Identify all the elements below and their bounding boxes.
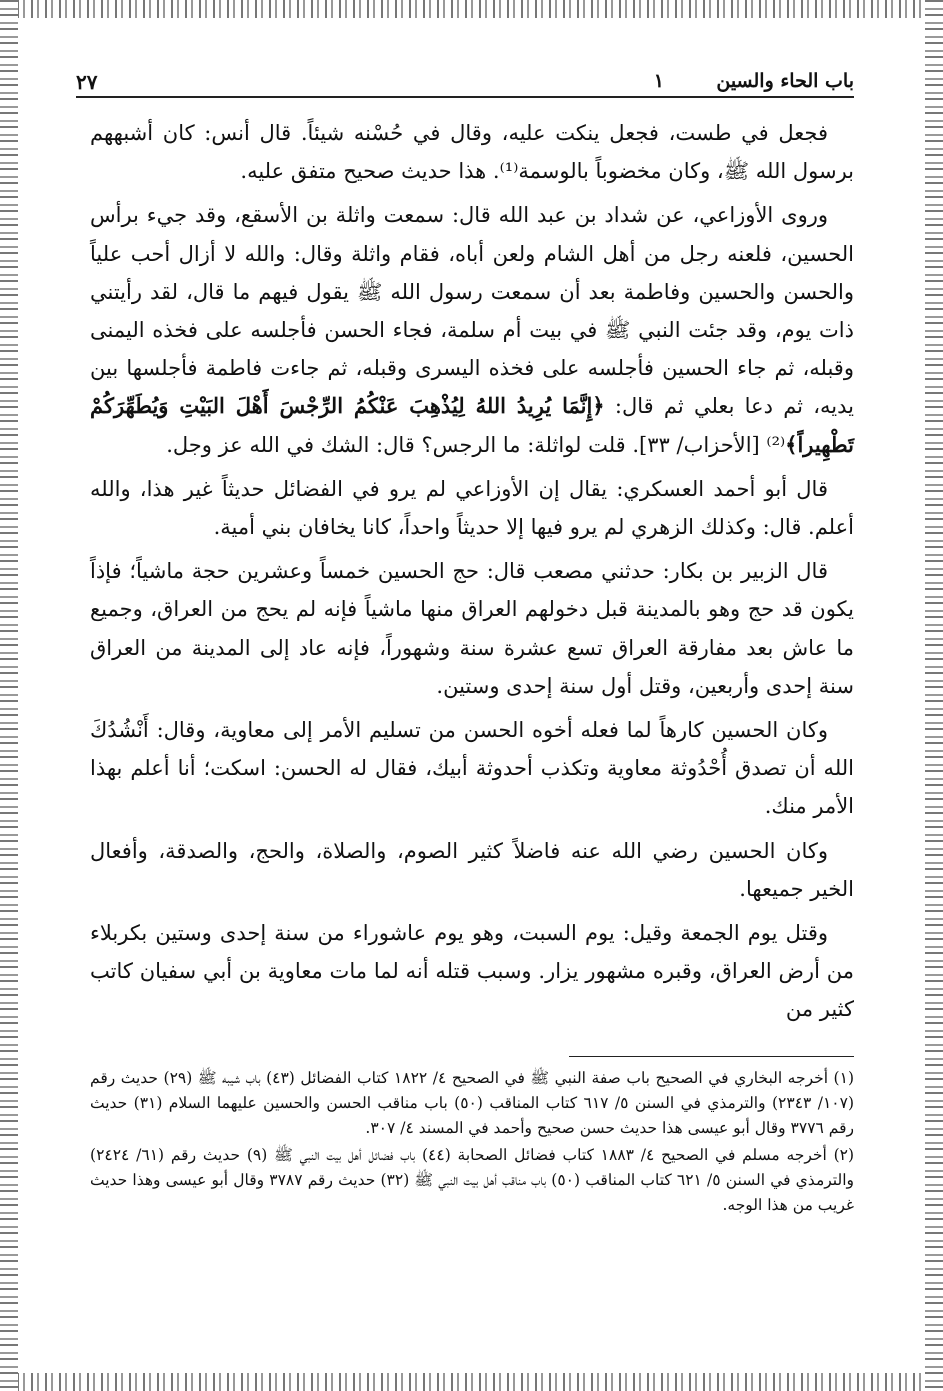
paragraph-7: وقتل يوم الجمعة وقيل: يوم السبت، وهو يوم عاشوراء من سنة إحدى وستين بكربلاء من أرض العراق، وقبره مشهور يزار. وسبب قتله أنه لما مات معاوية بن أبي سفيان كاتب كثير من <box>90 921 854 1022</box>
paragraph-3: قال أبو أحمد العسكري: يقال إن الأوزاعي لم يرو في الفضائل حديثاً غير هذا، والله أعلم. قال: وكذلك الزهري لم يرو فيها إلا حديثاً واحداً، كانا يخافان بني أمية. <box>90 476 854 540</box>
decorative-border-right <box>925 0 943 1391</box>
footnote-1: (١) أخرجه البخاري في الصحيح باب صفة النبي ﷺ في الصحيح ٤/ ١٨٢٢ كتاب الفضائل (٤٣) باب شيبه ﷺ (٢٩) حديث رقم (١٠٧/ ٢٣٤٣) والترمذي في السنن ٥/ ٦١٧ كتاب المناقب (٥٠) باب مناقب الحسن والحسين عليهما السلام (٣١) حديث رقم ٣٧٧٦ وقال أبو عيسى هذا حديث حسن صحيح وأحمد في المسند ٤/ ٣٠٧. <box>90 1069 855 1137</box>
paragraph-1: فجعل في طست، فجعل ينكت عليه، وقال في حُسْنه شيئاً. قال أنس: كان أشبههم برسول الله ﷺ، وكان مخضوباً بالوسمة⁽¹⁾. هذا حديث صحيح متفق عليه. <box>90 121 854 184</box>
decorative-border-top <box>0 0 943 18</box>
book-page <box>36 56 854 1356</box>
footnote-2: (٢) أخرجه مسلم في الصحيح ٤/ ١٨٨٣ كتاب فضائل الصحابة (٤٤) باب فضائل أهل بيت النبي ﷺ (٩) حديث رقم (٦١/ ٢٤٢٤) والترمذي في السنن ٥/ ٦٢١ كتاب المناقب (٥٠) باب مناقب أهل بيت النبي ﷺ (٣٢) حديث رقم ٣٧٨٧ وقال أبو عيسى وهذا حديث غريب من هذا الوجه. <box>90 1146 855 1214</box>
paragraph-2-text: وروى الأوزاعي، عن شداد بن عبد الله قال: سمعت واثلة بن الأسقع، وقد جيء برأس الحسين، فلعنه رجل من أهل الشام ولعن أباه، فقام واثلة وقال: والله لا أزال أحب علياً والحسن والحسين وفاطمة بعد أن سمعت رسول الله ﷺ يقول فيهم ما قال، لقد رأيتني ذات يوم، وقد جئت النبي ﷺ في بيت أم سلمة، فجاء الحسن فأجلسه على فخذه اليمنى وقبله، ثم جاء الحسين فأجلسه على فخذه اليسرى وقبله، ثم جاءت فاطمة فأجلسها بين يديه، ثم دعا بعلي ثم قال: <box>90 203 855 419</box>
page-number: ٢٧ <box>76 70 98 94</box>
header-rule <box>76 96 854 98</box>
decorative-border-bottom <box>0 1373 943 1391</box>
quran-verse: ﴿إِنَّمَا يُرِيدُ اللهُ لِيُذْهِبَ عَنْكُمُ الرِّجْسَ أَهْلَ البَيْتِ وَيُطَهِّرَكُمْ تَطْهِيراً﴾ <box>90 393 854 457</box>
paragraph-2-text-end: ⁽²⁾ [الأحزاب/ ٣٣]. قلت لواثلة: ما الرجس؟ قال: الشك في الله عز وجل. <box>166 432 786 457</box>
part-number: ١ <box>653 70 664 92</box>
main-text <box>90 114 854 1035</box>
paragraph-5: وكان الحسين كارهاً لما فعله أخوه الحسن من تسليم الأمر إلى معاوية، وقال: أَنْشُدُكَ الله أن تصدق أُحْدُوثة معاوية وتكذب أحدوثة أبيك، فقال له الحسن: اسكت؛ أنا أعلم بهذا الأمر منك. <box>90 718 854 819</box>
footnotes <box>90 1066 854 1220</box>
paragraph-6: وكان الحسين رضي الله عنه فاضلاً كثير الصوم، والصلاة، والحج، والصدقة، وأفعال الخير جميعها. <box>90 838 854 901</box>
paragraph-4: قال الزبير بن بكار: حدثني مصعب قال: حج الحسين خمساً وعشرين حجة ماشياً؛ فإذاً يكون قد حج وهو بالمدينة قبل دخولهم العراق منها ماشياً فإنه لم يحج من العراق، وجميع ما عاش بعد مفارقة العراق تسع عشرة سنة وشهوراً، فإنه عاد إلى المدينة من العراق سنة إحدى وأربعين، وقتل أول سنة إحدى وستين. <box>90 559 854 698</box>
paragraph-2 <box>90 196 854 463</box>
running-title: باب الحاء والسين <box>716 70 854 92</box>
decorative-border-left <box>0 0 18 1391</box>
footnote-separator <box>569 1056 854 1057</box>
